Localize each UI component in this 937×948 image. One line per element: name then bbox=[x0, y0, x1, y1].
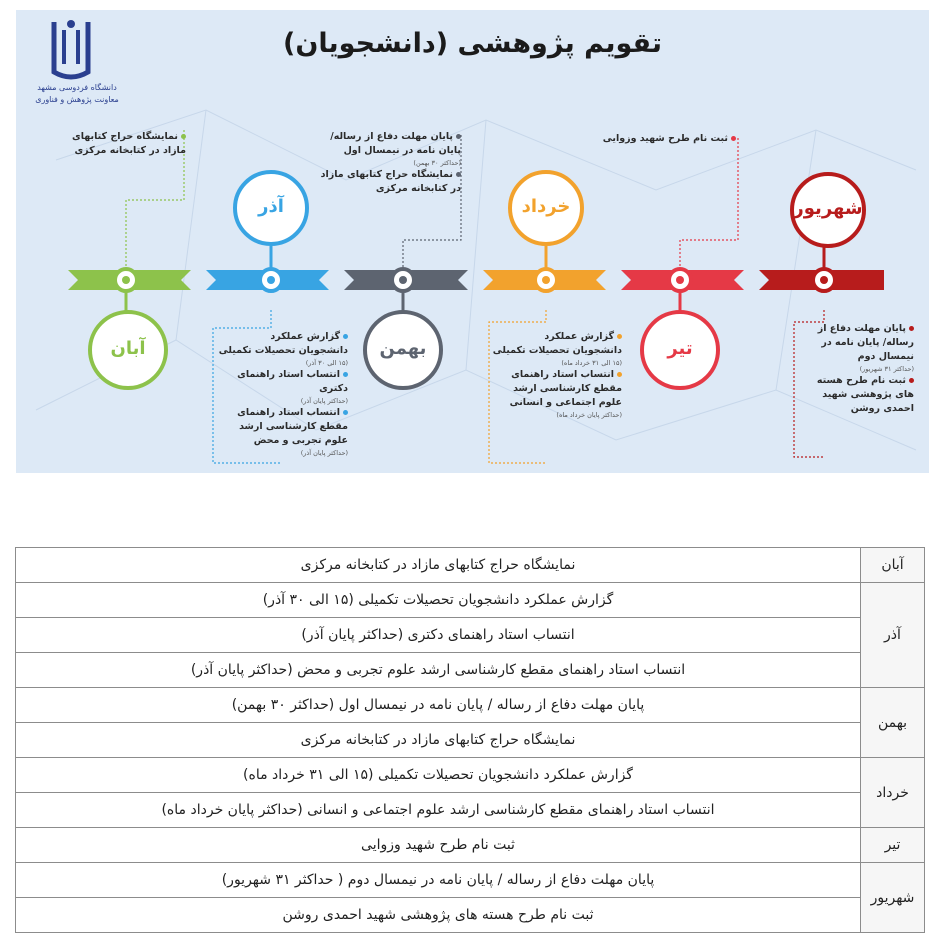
month-label-aban: آبان bbox=[110, 338, 146, 359]
table-cell: پایان مهلت دفاع از رساله / پایان نامه در نیمسال اول (حداکثر ۳۰ بهمن) bbox=[16, 688, 861, 723]
month-cell-shahrivar: شهریور bbox=[861, 863, 925, 933]
table-row bbox=[16, 653, 925, 688]
month-cell-aban: آبان bbox=[861, 548, 925, 583]
table-cell: گزارش عملکرد دانشجویان تحصیلات تکمیلی (۱۵ الی ۳۱ خرداد ماه) bbox=[16, 758, 861, 793]
bullet-icon bbox=[343, 372, 348, 377]
table-row bbox=[16, 863, 925, 898]
bullet-icon bbox=[617, 372, 622, 377]
month-cell-khordad: خرداد bbox=[861, 758, 925, 828]
table-cell: پایان مهلت دفاع از رساله / پایان نامه در نیمسال دوم ( حداکثر ۳۱ شهریور) bbox=[16, 863, 861, 898]
table-cell: ثبت نام طرح شهید وزوایی bbox=[16, 828, 861, 863]
note-azar: گزارش عملکرد دانشجویان تحصیلات تکمیلی (۱۵ الی ۳۰ آذر) انتساب استاد راهنمای دکتری (حداکثر پایان آذر) انتساب استاد راهنمای مقطع کارشناسی ارشد علوم تجربی و محض (حداکثر پایان آذر) bbox=[218, 331, 348, 457]
timeline-ribbon bbox=[68, 270, 884, 290]
bullet-icon bbox=[343, 334, 348, 339]
table-cell: نمایشگاه حراج کتابهای مازاد در کتابخانه مرکزی bbox=[16, 548, 861, 583]
table-cell: نمایشگاه حراج کتابهای مازاد در کتابخانه مرکزی bbox=[16, 723, 861, 758]
table-row bbox=[16, 688, 925, 723]
bullet-icon bbox=[456, 172, 461, 177]
timeline-graphic bbox=[16, 10, 929, 473]
month-label-shahrivar: شهریور bbox=[793, 198, 863, 219]
month-label-bahman: بهمن bbox=[379, 338, 427, 359]
month-cell-bahman: بهمن bbox=[861, 688, 925, 758]
note-bahman: پایان مهلت دفاع از رساله/ پایان نامه در نیمسال اول (حداکثر ۳۰ بهمن) نمایشگاه حراج کتابهای مازاد در کتابخانه مرکزی bbox=[320, 131, 461, 194]
note-khordad: گزارش عملکرد دانشجویان تحصیلات تکمیلی (۱۵ الی ۳۱ خرداد ماه) انتساب استاد راهنمای مقطع کارشناسی ارشد علوم اجتماعی و انسانی (حداکثر پایان خرداد ماه) bbox=[492, 331, 622, 419]
note-tir: ثبت نام طرح شهید وزوایی bbox=[596, 132, 736, 146]
bullet-icon bbox=[909, 378, 914, 383]
bullet-icon bbox=[181, 134, 186, 139]
bullet-icon bbox=[456, 134, 461, 139]
month-label-tir: تیر bbox=[667, 338, 693, 359]
table-cell: گزارش عملکرد دانشجویان تحصیلات تکمیلی (۱۵ الی ۳۰ آذر) bbox=[16, 583, 861, 618]
table-row bbox=[16, 793, 925, 828]
month-cell-tir: تیر bbox=[861, 828, 925, 863]
note-shahrivar: پایان مهلت دفاع از رساله/ پایان نامه در نیمسال دوم (حداکثر ۳۱ شهریور) ثبت نام طرح هسته های پژوهشی شهید احمدی روشن bbox=[816, 323, 914, 414]
bullet-icon bbox=[617, 334, 622, 339]
month-label-azar: آذر bbox=[258, 196, 284, 217]
month-label-khordad: خرداد bbox=[521, 196, 571, 217]
table-row bbox=[16, 758, 925, 793]
bullet-icon bbox=[731, 136, 736, 141]
bullet-icon bbox=[343, 410, 348, 415]
calendar-infographic bbox=[16, 10, 929, 473]
table-row bbox=[16, 898, 925, 933]
table-row bbox=[16, 828, 925, 863]
month-cell-azar: آذر bbox=[861, 583, 925, 688]
logo-text: دانشگاه فردوسی مشهد معاونت پژوهش و فناوری bbox=[35, 83, 119, 104]
table-row bbox=[16, 618, 925, 653]
table-row bbox=[16, 723, 925, 758]
table-cell: انتساب استاد راهنمای مقطع کارشناسی ارشد علوم اجتماعی و انسانی (حداکثر پایان خرداد ماه) bbox=[16, 793, 861, 828]
table-cell: انتساب استاد راهنمای دکتری (حداکثر پایان آذر) bbox=[16, 618, 861, 653]
page-title: تقویم پژوهشی (دانشجویان) bbox=[283, 28, 662, 59]
table-cell: ثبت نام طرح هسته های پژوهشی شهید احمدی روشن bbox=[16, 898, 861, 933]
table-cell: انتساب استاد راهنمای مقطع کارشناسی ارشد علوم تجربی و محض (حداکثر پایان آذر) bbox=[16, 653, 861, 688]
table-row bbox=[16, 548, 925, 583]
bullet-icon bbox=[909, 326, 914, 331]
schedule-table bbox=[15, 547, 925, 933]
note-aban: نمایشگاه حراج کتابهای مازاد در کتابخانه مرکزی bbox=[72, 131, 186, 156]
tir-callout-line bbox=[680, 138, 738, 278]
table-row bbox=[16, 583, 925, 618]
